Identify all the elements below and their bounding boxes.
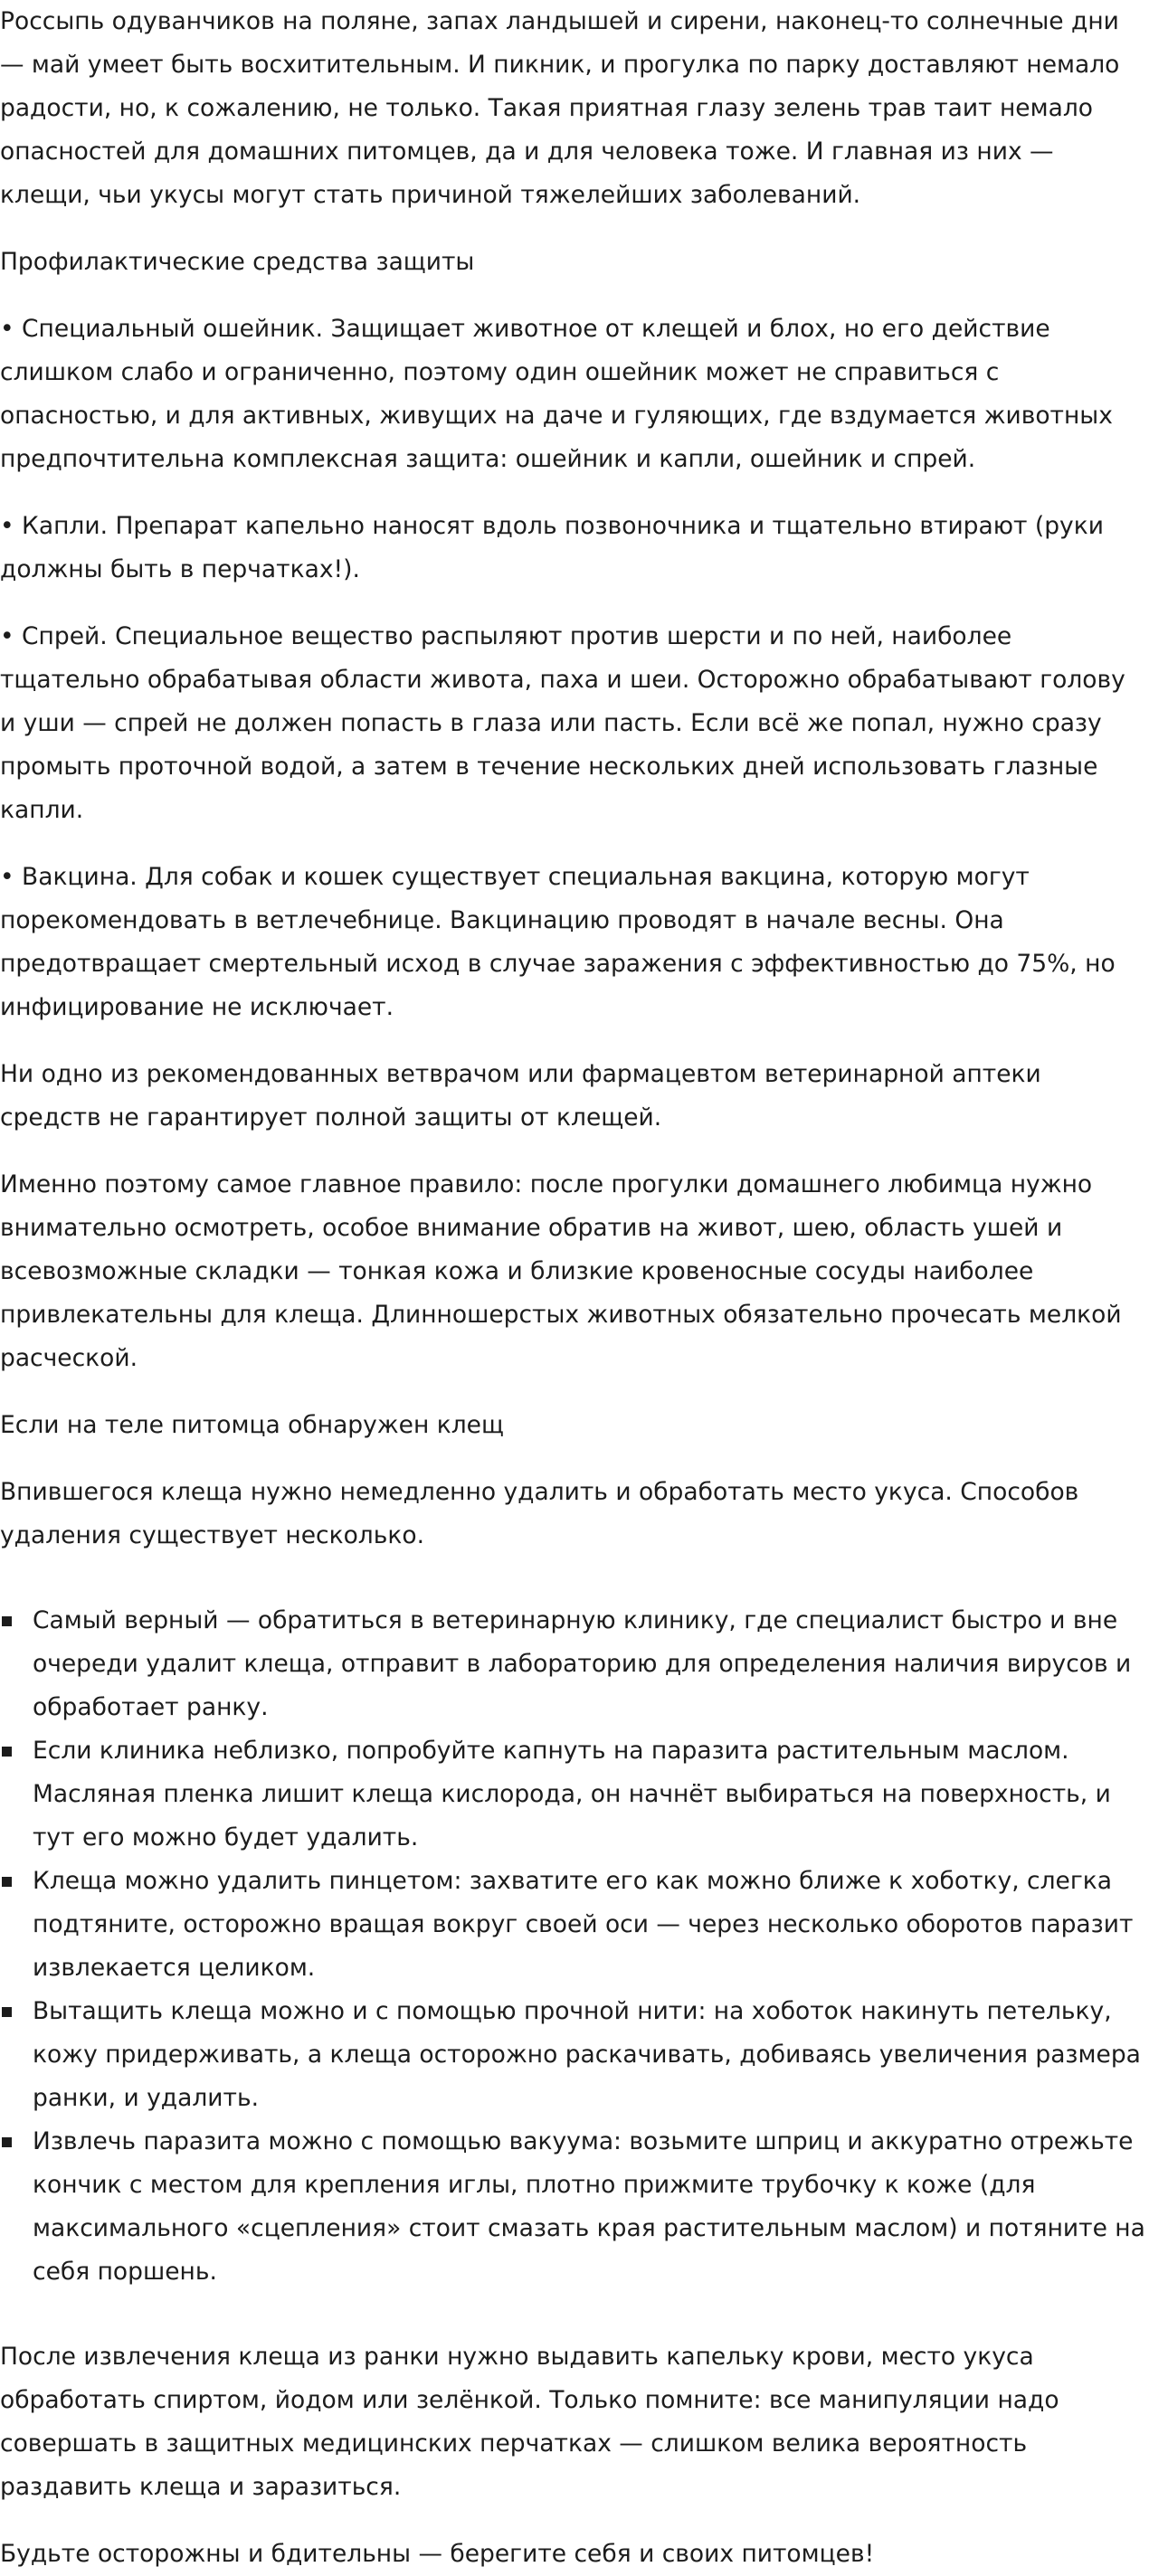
- after-removal-paragraph: После извлечения клеща из ранки нужно выдавить капельку крови, место укуса обработать спиртом, йодом или зелёнкой. Только помните: все манипуляции надо совершать в защитных медицинских перчатках — слишком велика вероятность раздавить клеща и заразиться.: [0, 2343, 1059, 2501]
- square-bullet-icon: [2, 1616, 12, 1626]
- list-item-text: Клеща можно удалить пинцетом: захватите его как можно ближе к хоботку, слегка подтяните, осторожно вращая вокруг своей оси — через несколько оборотов паразит извлекается целиком.: [33, 1867, 1134, 1982]
- list-item-text: Извлечь паразита можно с помощью вакуума: возьмите шприц и аккуратно отрежьте кончик с местом для крепления иглы, плотно прижмите трубочку к коже (для максимального «сцепления» стоит смазать края растительным маслом) и потяните на себя поршень.: [33, 2127, 1145, 2286]
- list-item-text: Самый верный — обратиться в ветеринарную клинику, где специалист быстро и вне очереди удалит клеща, отправит в лабораторию для определения наличия вирусов и обработает ранку.: [33, 1606, 1132, 1721]
- list-item-text: Если клиника неблизко, попробуйте капнуть на паразита растительным маслом. Масляная пленка лишит клеща кислорода, он начнёт выбираться на поверхность, и тут его можно будет удалить.: [33, 1737, 1111, 1852]
- intro-paragraph: Россыпь одуванчиков на поляне, запах ландышей и сирени, наконец-то солнечные дни — май умеет быть восхитительным. И пикник, и прогулка по парку доставляют немало радости, но, к сожалению, не только. Такая приятная глазу зелень трав таит немало опасностей для домашних питомцев, да и для человека тоже. И главная из них — клещи, чьи укусы могут стать причиной тяжелейших заболеваний.: [0, 7, 1120, 209]
- list-item: [0, 1990, 1145, 2120]
- square-bullet-icon: [2, 2007, 12, 2017]
- list-item-text: Вытащить клеща можно и с помощью прочной нити: на хоботок накинуть петельку, кожу придерживать, а клеща осторожно раскачивать, добиваясь увеличения размера ранки, и удалить.: [33, 1997, 1141, 2112]
- square-bullet-icon: [2, 2137, 12, 2147]
- drops-paragraph: • Капли. Препарат капельно наносят вдоль позвоночника и тщательно втирают (руки должны быть в перчатках!).: [0, 512, 1104, 583]
- spray-paragraph: • Спрей. Специальное вещество распыляют против шерсти и по ней, наиболее тщательно обрабатывая области живота, паха и шеи. Осторожно обрабатывают голову и уши — спрей не должен попасть в глаза или пасть. Если всё же попал, нужно сразу промыть проточной водой, а затем в течение нескольких дней использовать глазные капли.: [0, 622, 1125, 824]
- prevention-heading: Профилактические средства защиты: [0, 248, 475, 276]
- tick-found-heading: Если на теле питомца обнаружен клещ: [0, 1411, 504, 1439]
- list-item: [0, 1729, 1145, 1860]
- list-item: [0, 1860, 1145, 1990]
- closing-paragraph: Будьте осторожны и бдительны — берегите себя и своих питомцев!: [0, 2540, 875, 2568]
- removal-methods-list: [0, 1599, 1145, 2294]
- list-item: [0, 1599, 1145, 1729]
- vaccine-paragraph: • Вакцина. Для собак и кошек существует специальная вакцина, которую могут порекомендовать в ветлечебнице. Вакцинацию проводят в начале весны. Она предотвращает смертельный исход в случае заражения с эффективностью до 75%, но инфицирование не исключает.: [0, 863, 1116, 1021]
- square-bullet-icon: [2, 1877, 12, 1887]
- main-rule-paragraph: Именно поэтому самое главное правило: после прогулки домашнего любимца нужно внимательно осмотреть, особое внимание обратив на живот, шею, область ушей и всевозможные складки — тонкая кожа и близкие кровеносные сосуды наиболее привлекательны для клеща. Длинношерстых животных обязательно прочесать мелкой расческой.: [0, 1170, 1122, 1372]
- list-item: [0, 2120, 1145, 2294]
- removal-intro-paragraph: Впившегося клеща нужно немедленно удалить и обработать место укуса. Способов удаления существует несколько.: [0, 1478, 1079, 1549]
- no-guarantee-paragraph: Ни одно из рекомендованных ветврачом или фармацевтом ветеринарной аптеки средств не гарантирует полной защиты от клещей.: [0, 1060, 1041, 1132]
- collar-paragraph: • Специальный ошейник. Защищает животное от клещей и блох, но его действие слишком слабо и ограниченно, поэтому один ошейник может не справиться с опасностью, и для активных, живущих на даче и гуляющих, где вздумается животных предпочтительна комплексная защита: ошейник и капли, ошейник и спрей.: [0, 315, 1113, 473]
- square-bullet-icon: [2, 1747, 12, 1757]
